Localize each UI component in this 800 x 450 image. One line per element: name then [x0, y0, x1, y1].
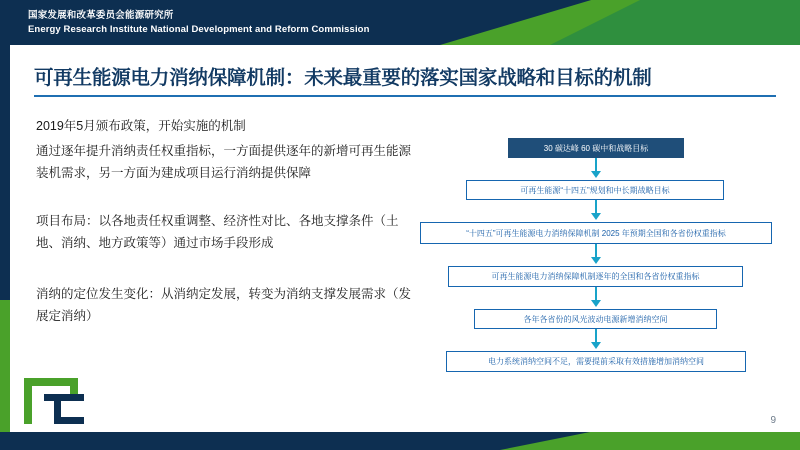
body-paragraph-2: 通过逐年提升消纳责任权重指标，一方面提供逐年的新增可再生能源装机需求，另一方面为建成项目运行消纳提供保障 — [36, 144, 412, 180]
flow-arrow-1 — [591, 171, 601, 178]
flow-arrow-5 — [591, 342, 601, 349]
organization-name-chinese: 国家发展和改革委员会能源研究所 — [28, 10, 174, 21]
flow-arrow-3 — [591, 257, 601, 264]
flow-node-4: 可再生能源电力消纳保障机制逐年的全国和各省份权重指标 — [448, 266, 743, 287]
footer-band — [0, 432, 800, 450]
institute-logo — [24, 378, 98, 424]
body-paragraph-4: 消纳的定位发生变化：从消纳定发展，转变为消纳支撑发展需求（发展定消纳） — [36, 287, 412, 323]
flow-node-6: 电力系统消纳空间不足，需要提前采取有效措施增加消纳空间 — [446, 351, 746, 372]
body-paragraph-1: 2019年5月颁布政策，开始实施的机制 — [36, 119, 246, 133]
organization-name-english: Energy Research Institute National Development and Reform Commission — [28, 24, 370, 35]
footer-green-wedge — [500, 432, 800, 450]
flow-node-2: 可再生能源“十四五”规划和中长期战略目标 — [466, 180, 724, 200]
page-title: 可再生能源电力消纳保障机制：未来最重要的落实国家战略和目标的机制 — [34, 67, 652, 89]
page-number: 9 — [770, 415, 776, 426]
flow-node-5: 各年各省份的风光波动电源新增消纳空间 — [474, 309, 717, 329]
left-accent-green — [0, 300, 10, 432]
flow-node-1: 30 碳达峰 60 碳中和战略目标 — [508, 138, 684, 158]
title-divider — [34, 95, 776, 97]
flow-node-3: “十四五”可再生能源电力消纳保障机制 2025 年预期全国和各省份权重指标 — [420, 222, 772, 244]
body-paragraph-3: 项目布局：以各地责任权重调整、经济性对比、各地支撑条件（土地、消纳、地方政策等）通过市场手段形成 — [36, 214, 399, 250]
flow-arrow-4 — [591, 300, 601, 307]
flow-arrow-2 — [591, 213, 601, 220]
